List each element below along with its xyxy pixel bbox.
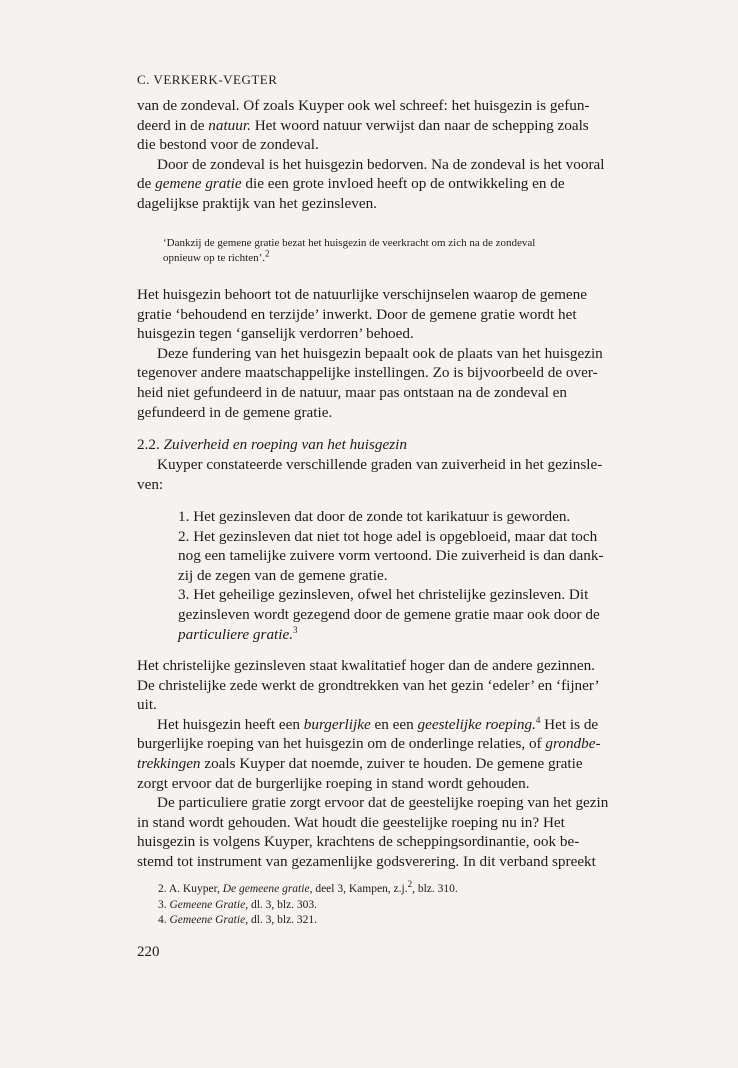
list-item: particuliere gratie.$^3$: [178, 624, 298, 643]
text-line: de gemene gratie die een grote invloed heeft op de ontwikkeling en de: [137, 175, 565, 193]
list-item: 2. Het gezinsleven dat niet tot hoge adel is opgebloeid, maar dat toch: [178, 527, 598, 545]
block-quote: [163, 236, 603, 266]
text-line: huisgezin is volgens Kuyper, krachtens de scheppingsordinantie, ook be-: [137, 833, 580, 851]
text-line: zorgt ervoor dat de burgerlijke roeping in stand wordt gehouden.: [137, 774, 530, 792]
text-line: uit.: [137, 696, 157, 714]
footnote: 4. Gemeene Gratie, dl. 3, blz. 321.: [158, 914, 318, 926]
text-line: die bestond voor de zondeval.: [137, 136, 319, 154]
footnotes: [158, 879, 458, 929]
text-line: burgerlijke roeping van het huisgezin om de onderlinge relaties, of grondbe-: [137, 735, 601, 753]
text-line: Het huisgezin heeft een burgerlijke en een geestelijke roeping.$^4$ Het is de: [157, 714, 599, 733]
list-item: 3. Het geheilige gezinsleven, ofwel het christelijke gezinsleven. Dit: [178, 586, 589, 604]
list-item: gezinsleven wordt gezegend door de gemene gratie maar ook door de: [178, 605, 600, 623]
paragraph-kuyper: [137, 455, 615, 494]
footnote-ref: 3: [293, 624, 298, 635]
list-item: zij de zegen van de gemene gratie.: [178, 566, 388, 584]
text-line: trekkingen zoals Kuyper dat noemde, zuiver te houden. De gemene gratie: [137, 754, 583, 772]
text-line: in stand wordt gehouden. Wat houdt die geestelijke roeping nu in? Het: [137, 813, 565, 831]
running-head: C. VERKERK-VEGTER: [137, 72, 278, 87]
text-line: gratie ‘behoudend en terzijde’ inwerkt. Door de gemene gratie wordt het: [137, 305, 577, 323]
paragraph-christelijk: [137, 656, 615, 872]
footnote: 3. Gemeene Gratie, dl. 3, blz. 303.: [158, 898, 318, 911]
section-number: 2.2.: [137, 436, 160, 453]
text-line: Kuyper constateerde verschillende graden van zuiverheid in het gezinsle-: [157, 456, 603, 473]
paragraph-huisgezin: [137, 285, 615, 422]
numbered-list: [178, 507, 615, 644]
page-number: 220: [137, 944, 160, 960]
text-line: tegenover andere maatschappelijke instellingen. Zo is bijvoorbeeld de over-: [137, 364, 598, 382]
list-item: 1. Het gezinsleven dat door de zonde tot karikatuur is geworden.: [178, 508, 571, 525]
list-item: nog een tamelijke zuivere vorm vertoond. Die zuiverheid is dan dank-: [178, 547, 604, 565]
text-line: deerd in de natuur. Het woord natuur verwijst dan naar de schepping zoals: [137, 116, 589, 134]
paragraph-zondeval: [137, 96, 615, 214]
text-line: De christelijke zede werkt de grondtrekken van het gezin ‘edeler’ en ‘fijner’: [137, 676, 600, 694]
text-line: van de zondeval. Of zoals Kuyper ook wel schreef: het huisgezin is gefun-: [137, 97, 590, 114]
quote-line: opnieuw op te richten’.$^2$: [163, 248, 270, 264]
text-line: gefundeerd in de gemene gratie.: [137, 403, 333, 421]
quote-line: ‘Dankzij de gemene gratie bezat het huisgezin de veerkracht om zich na de zondeval: [163, 237, 536, 249]
text-line: dagelijkse praktijk van het gezinsleven.: [137, 194, 377, 212]
text-line: ven:: [137, 475, 164, 493]
text-line: Deze fundering van het huisgezin bepaalt ook de plaats van het huisgezin: [157, 344, 603, 362]
text-line: huisgezin tegen ‘ganselijk verdorren’ behoed.: [137, 325, 414, 343]
text-line: heid niet gefundeerd in de natuur, maar pas ontstaan na de zondeval en: [137, 383, 567, 401]
footnote-ref: 2: [265, 248, 270, 259]
text-line: stemd tot instrument van gezamenlijke godsverering. In dit verband spreekt: [137, 852, 596, 870]
text-line: De particuliere gratie zorgt ervoor dat de geestelijke roeping van het gezin: [157, 794, 609, 812]
section-heading: [137, 436, 407, 454]
footnote-ref: 4: [535, 714, 541, 725]
footnote: 2. A. Kuyper, De gemeene gratie, deel 3, Kampen, z.j.$^2$, blz. 310.: [158, 879, 458, 895]
text-line: Het huisgezin behoort tot de natuurlijke verschijnselen waarop de gemene: [137, 286, 587, 303]
text-line: Het christelijke gezinsleven staat kwalitatief hoger dan de andere gezinnen.: [137, 657, 595, 674]
section-title: Zuiverheid en roeping van het huisgezin: [163, 436, 407, 453]
text-line: Door de zondeval is het huisgezin bedorven. Na de zondeval is het vooral: [157, 155, 605, 173]
